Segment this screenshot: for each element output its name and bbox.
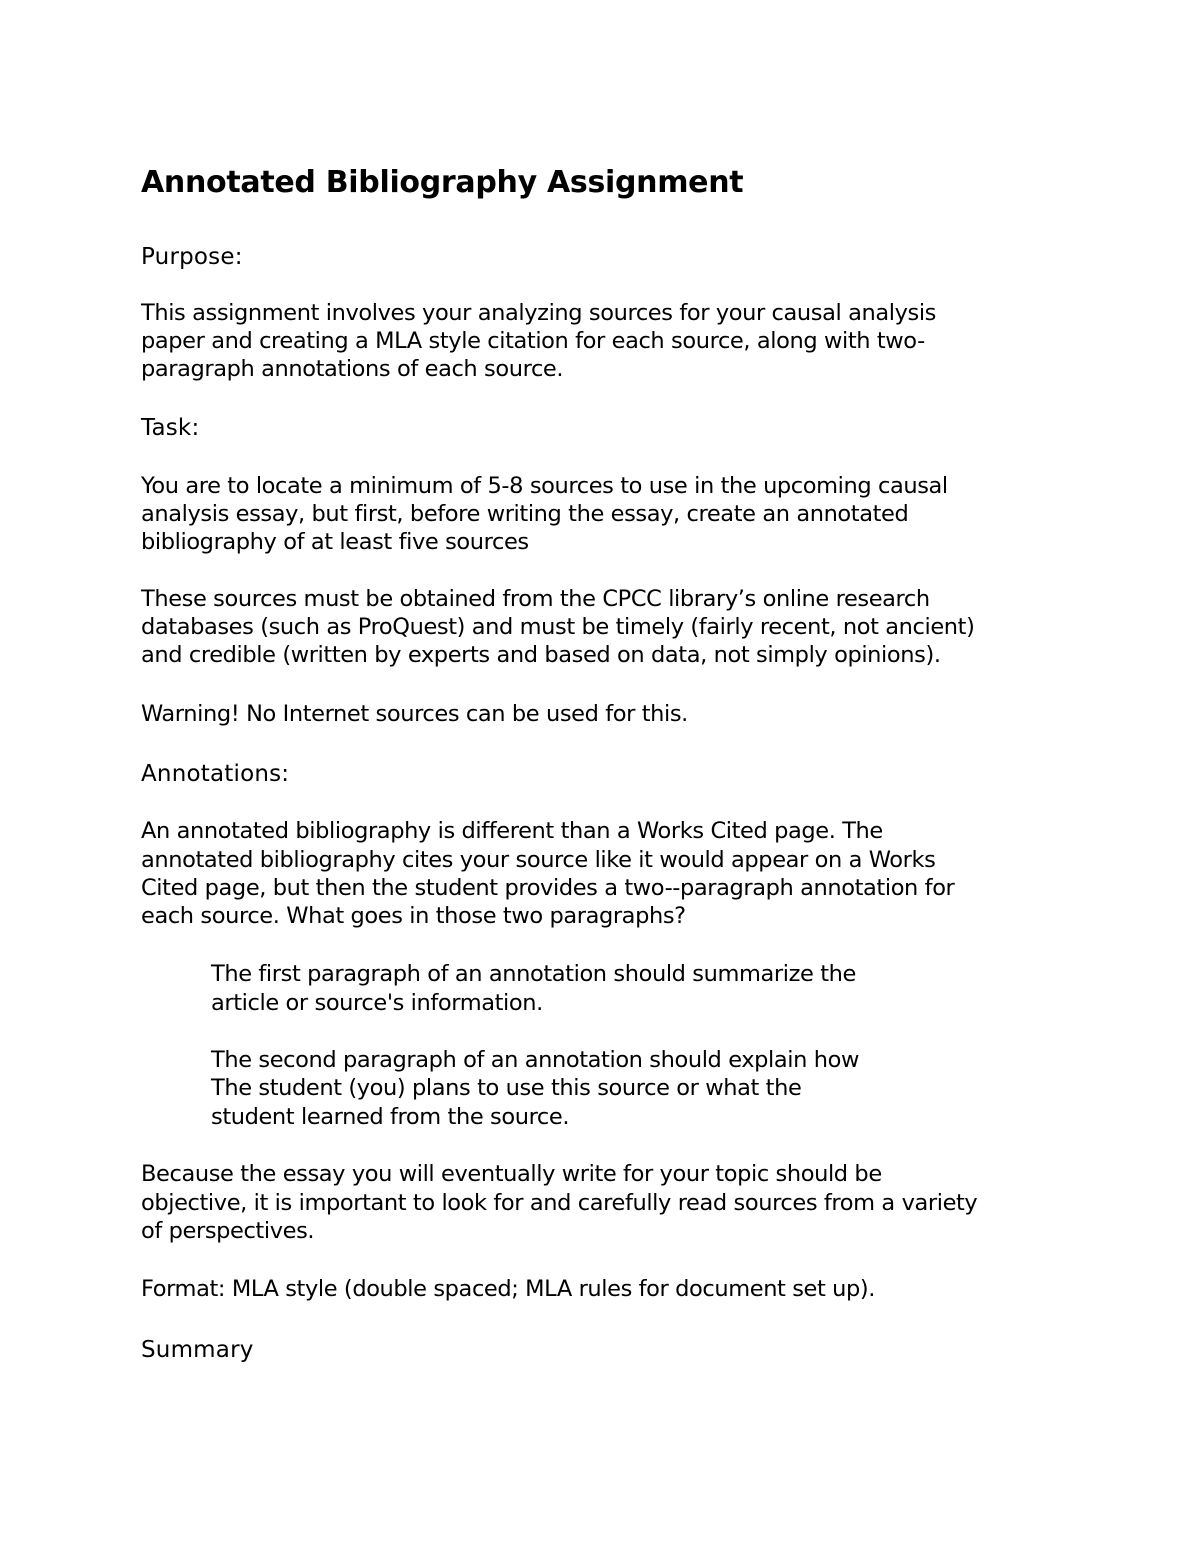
annotations-line: annotated bibliography cites your source like it would appear on a Works [141, 847, 936, 873]
purpose-heading: Purpose: [141, 244, 243, 270]
task-line: databases (such as ProQuest) and must be timely (fairly recent, not ancient) [141, 614, 975, 640]
annotations-line: Because the essay you will eventually write for your topic should be [141, 1161, 882, 1187]
indented-line: The first paragraph of an annotation should summarize the [211, 961, 856, 987]
task-heading: Task: [141, 415, 200, 441]
indented-line: The student (you) plans to use this source or what the [211, 1075, 802, 1101]
indented-line: student learned from the source. [211, 1104, 570, 1130]
indented-line: article or source's information. [211, 990, 543, 1016]
annotations-line: Cited page, but then the student provides a two--paragraph annotation for [141, 875, 955, 901]
annotations-line: each source. What goes in those two paragraphs? [141, 903, 686, 929]
task-line: You are to locate a minimum of 5-8 sources to use in the upcoming causal [141, 473, 948, 499]
purpose-line: This assignment involves your analyzing sources for your causal analysis [141, 300, 936, 326]
task-line: bibliography of at least five sources [141, 529, 529, 555]
annotations-line: of perspectives. [141, 1218, 315, 1244]
task-line: These sources must be obtained from the CPCC library’s online research [141, 586, 930, 612]
purpose-line: paragraph annotations of each source. [141, 356, 564, 382]
document-title: Annotated Bibliography Assignment [141, 165, 744, 200]
purpose-line: paper and creating a MLA style citation for each source, along with two- [141, 328, 925, 354]
task-line: analysis essay, but first, before writing the essay, create an annotated [141, 501, 909, 527]
annotations-line: objective, it is important to look for and carefully read sources from a variety [141, 1190, 978, 1216]
indented-line: The second paragraph of an annotation should explain how [211, 1047, 859, 1073]
annotations-line: An annotated bibliography is different than a Works Cited page. The [141, 818, 883, 844]
warning-text: Warning! No Internet sources can be used for this. [141, 701, 688, 727]
task-line: and credible (written by experts and based on data, not simply opinions). [141, 642, 941, 668]
format-text: Format: MLA style (double spaced; MLA rules for document set up). [141, 1276, 876, 1302]
summary-heading: Summary [141, 1337, 254, 1363]
annotations-heading: Annotations: [141, 761, 290, 787]
